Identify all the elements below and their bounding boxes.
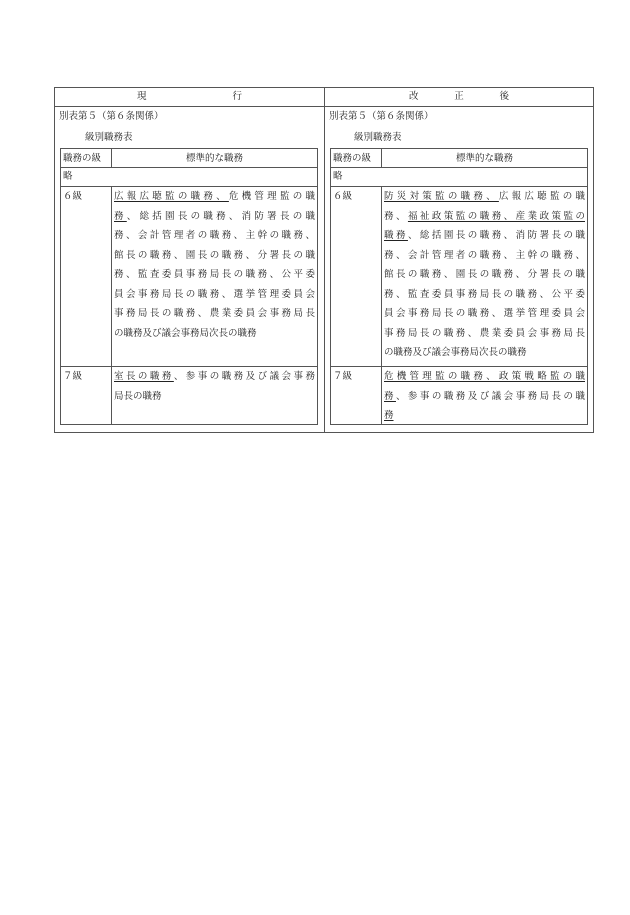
column-divider (324, 88, 325, 432)
revised-header-char: 改 (409, 91, 419, 102)
omitted-row: 略 (333, 171, 343, 182)
current-header-char: 行 (232, 91, 242, 102)
duty-line: 務、監査委員事務局長の職務、公平委 (384, 288, 585, 300)
current-column-header (55, 88, 324, 106)
col-header-duties: 標準的な職務 (185, 153, 243, 164)
omitted-row: 略 (63, 171, 73, 182)
duty-line: 室長の職務、参事の職務及び議会事務 (114, 371, 315, 382)
duty-line: の職務及び議会事務局次長の職務 (114, 327, 257, 339)
left-grade-table (60, 148, 318, 425)
grade-7-label: ７級 (63, 371, 83, 382)
duty-line: 館長の職務、園長の職務、分署長の職 (384, 269, 585, 280)
grade-6-label: ６級 (63, 191, 83, 202)
duty-line: 員会事務局長の職務、選挙管理委員会 (114, 288, 315, 300)
grade-6-duties (114, 187, 315, 343)
grade-7-label: ７級 (333, 371, 353, 382)
right-table-subtitle: 級別職務表 (354, 132, 402, 143)
col-header-duties: 標準的な職務 (455, 153, 513, 164)
duty-line: 広報広聴監の職務、危機管理監の職 (114, 191, 315, 202)
duty-line: 務、参事の職務及び議会事務局長の職 (384, 390, 585, 402)
left-table-title: 別表第５（第６条関係） (59, 111, 164, 122)
right-table-title: 別表第５（第６条関係） (329, 111, 434, 122)
duty-line: 職務、総括園長の職務、消防署長の職 (384, 230, 585, 241)
duty-line: 防災対策監の職務、広報広聴監の職 (384, 191, 585, 202)
revised-column-header (325, 88, 593, 106)
comparison-table (54, 87, 594, 433)
duty-line: 危機管理監の職務、政策戦略監の職 (384, 371, 585, 382)
revised-header-char: 正 (454, 91, 464, 102)
header-divider (55, 106, 593, 107)
col-header-grade: 職務の級 (333, 153, 372, 164)
duty-line: 事務局長の職務、農業委員会事務局長 (384, 327, 585, 339)
revised-header-char: 後 (499, 91, 509, 102)
duty-line: 務、会計管理者の職務、主幹の職務、 (114, 230, 315, 241)
col-header-grade: 職務の級 (63, 153, 102, 164)
duty-line: 務、総括園長の職務、消防署長の職 (114, 210, 315, 222)
duty-line: 館長の職務、園長の職務、分署長の職 (114, 249, 315, 261)
right-grade-table (330, 148, 588, 425)
duty-line: 務、福祉政策監の職務、産業政策監の (384, 210, 585, 222)
grade-7-duties (384, 367, 585, 426)
grade-6-duties (384, 187, 585, 363)
left-table-subtitle: 級別職務表 (85, 132, 133, 143)
duty-line: 務、会計管理者の職務、主幹の職務、 (384, 249, 585, 261)
current-header-char: 現 (137, 91, 147, 102)
duty-line: 務 (384, 410, 394, 421)
duty-line: 員会事務局長の職務、選挙管理委員会 (384, 308, 585, 319)
grade-6-label: ６級 (333, 191, 353, 202)
duty-line: 局長の職務 (114, 390, 162, 402)
duty-line: 務、監査委員事務局長の職務、公平委 (114, 269, 315, 280)
duty-line: 事務局長の職務、農業委員会事務局長 (114, 308, 315, 319)
duty-line: の職務及び議会事務局次長の職務 (384, 347, 527, 358)
grade-7-duties (114, 367, 315, 406)
